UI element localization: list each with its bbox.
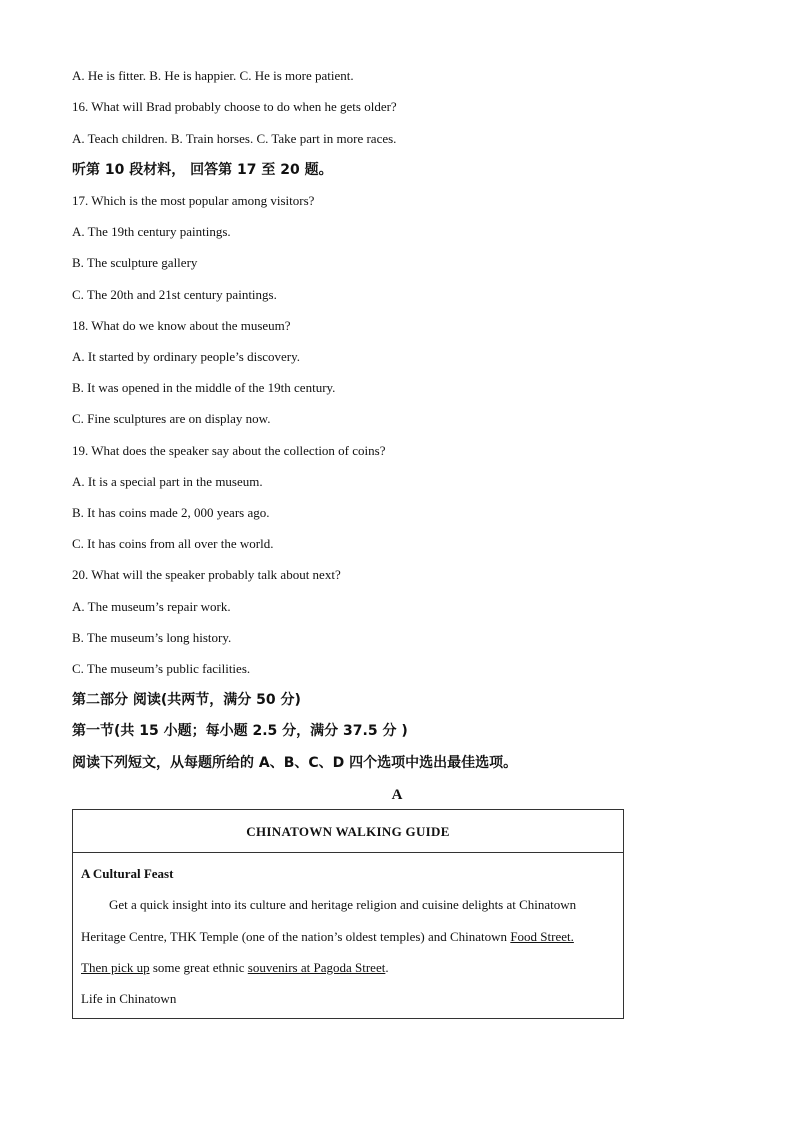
guide-box [72,809,624,1019]
q19-option-c: C. It has coins from all over the world. [72,536,274,551]
q19-option-a: A. It is a special part in the museum. [72,474,263,489]
q19-question: 19. What does the speaker say about the collection of coins? [72,443,386,458]
underlined-text: souvenirs at Pagoda Street [247,960,386,975]
guide-paragraph-line-3 [81,960,389,976]
underlined-text: Then pick up [81,960,150,975]
instruction: 阅读下列短文，从每题所给的 A、B、C、D 四个选项中选出最佳选项。 [72,755,518,771]
section1-heading: 第一节(共 15 小题；每小题 2.5 分，满分 37.5 分 ) [72,723,408,739]
q17-option-a: A. The 19th century paintings. [72,224,231,239]
guide-paragraph-line-2 [81,929,574,945]
part2-heading: 第二部分 阅读(共两节，满分 50 分) [72,692,301,708]
q18-option-b: B. It was opened in the middle of the 19th century. [72,380,336,395]
q17-option-c: C. The 20th and 21st century paintings. [72,287,277,302]
passage-letter: A [391,787,403,803]
q16-question: 16. What will Brad probably choose to do when he gets older? [72,99,397,114]
guide-text: Heritage Centre, THK Temple (one of the nation’s oldest temples) and Chinatown [81,929,511,944]
guide-life-subheading: Life in Chinatown [81,991,177,1006]
q17-option-b: B. The sculpture gallery [72,255,198,270]
q20-option-c: C. The museum’s public facilities. [72,661,251,676]
guide-title: CHINATOWN WALKING GUIDE [73,810,623,853]
q19-option-b: B. It has coins made 2, 000 years ago. [72,505,270,520]
guide-subheading: A Cultural Feast [81,866,174,881]
q20-question: 20. What will the speaker probably talk about next? [72,567,341,582]
guide-text: . [385,960,389,975]
q18-question: 18. What do we know about the museum? [72,318,291,333]
guide-text: some great ethnic [149,960,248,975]
q20-option-a: A. The museum’s repair work. [72,599,231,614]
section10-heading: 听第 10 段材料， 回答第 17 至 20 题。 [72,162,333,178]
q18-option-c: C. Fine sculptures are on display now. [72,411,271,426]
q16-options: A. Teach children. B. Train horses. C. Take part in more races. [72,131,397,146]
guide-paragraph-line-1: Get a quick insight into its culture and heritage religion and cuisine delights at Chinatown [109,897,577,912]
q17-question: 17. Which is the most popular among visitors? [72,193,315,208]
q20-option-b: B. The museum’s long history. [72,630,232,645]
q18-option-a: A. It started by ordinary people’s discovery. [72,349,301,364]
q15-options: A. He is fitter. B. He is happier. C. He is more patient. [72,68,354,83]
underlined-text: Food Street. [510,929,574,944]
